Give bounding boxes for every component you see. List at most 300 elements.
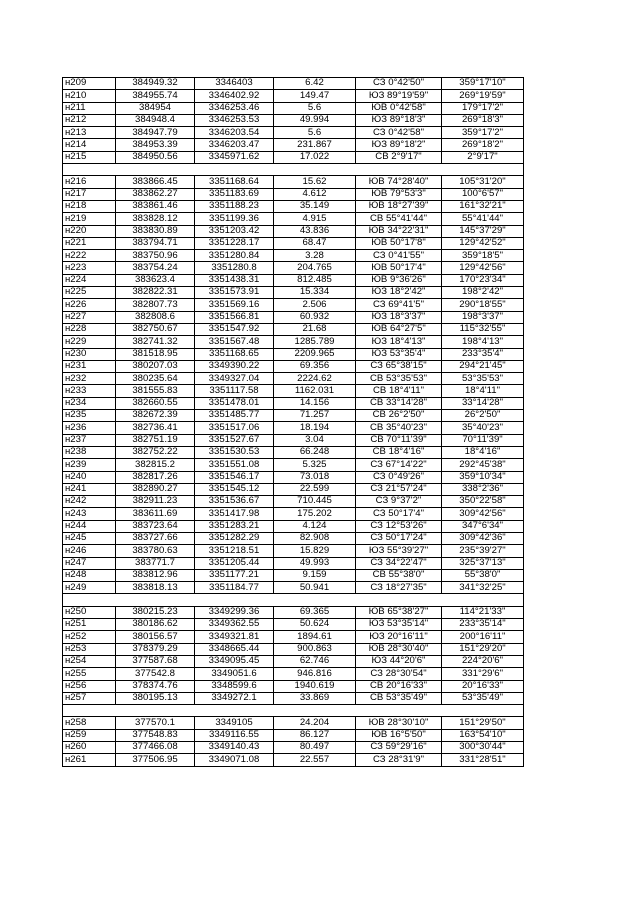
table-row	[63, 692, 524, 704]
x-coordinate-cell: 382808.6	[116, 311, 195, 323]
table-row	[63, 311, 524, 323]
distance-cell: 2209.965	[274, 348, 356, 360]
azimuth-cell: 198°3'37"	[442, 311, 524, 323]
azimuth-cell: 145°37'29"	[442, 225, 524, 237]
distance-cell: 69.356	[274, 360, 356, 372]
table-row	[63, 299, 524, 311]
distance-cell: 35.149	[274, 200, 356, 212]
bearing-cell: СВ 26°2'50"	[356, 410, 442, 422]
distance-cell: 3.04	[274, 434, 356, 446]
y-coordinate-cell: 3346402.92	[195, 90, 274, 102]
x-coordinate-cell: 382817.26	[116, 471, 195, 483]
azimuth-cell: 224°20'6"	[442, 655, 524, 667]
table-row	[63, 188, 524, 200]
bearing-cell: СЗ 50°17'24"	[356, 532, 442, 544]
x-coordinate-cell: 384955.74	[116, 90, 195, 102]
x-coordinate-cell: 382660.55	[116, 397, 195, 409]
azimuth-cell: 331°29'6"	[442, 668, 524, 680]
table-row	[63, 520, 524, 532]
y-coordinate-cell: 3351536.67	[195, 496, 274, 508]
azimuth-cell: 338°2'36"	[442, 483, 524, 495]
bearing-cell: СВ 35°40'23"	[356, 422, 442, 434]
azimuth-cell: 26°2'50"	[442, 410, 524, 422]
distance-cell: 50.624	[274, 619, 356, 631]
point-id-cell: н213	[63, 127, 116, 139]
azimuth-cell: 198°4'13"	[442, 336, 524, 348]
x-coordinate-cell: 380215.23	[116, 606, 195, 618]
table-row	[63, 250, 524, 262]
bearing-cell: СВ 18°4'16"	[356, 446, 442, 458]
azimuth-cell: 18°4'11"	[442, 385, 524, 397]
bearing-cell: ЮВ 0°42'58"	[356, 102, 442, 114]
table-row	[63, 655, 524, 667]
table-row	[63, 127, 524, 139]
distance-cell: 68.47	[274, 237, 356, 249]
bearing-cell: ЮВ 9°36'26"	[356, 274, 442, 286]
y-coordinate-cell: 3351527.67	[195, 434, 274, 446]
point-id-cell: н238	[63, 446, 116, 458]
distance-cell: 6.42	[274, 78, 356, 90]
table-row	[63, 176, 524, 188]
bearing-cell: ЮВ 18°27'39"	[356, 200, 442, 212]
table-row	[63, 373, 524, 385]
distance-cell: 18.194	[274, 422, 356, 434]
azimuth-cell: 115°32'55"	[442, 323, 524, 335]
table-row	[63, 225, 524, 237]
bearing-cell: СЗ 28°31'9"	[356, 754, 442, 766]
bearing-cell: ЮВ 74°28'40"	[356, 176, 442, 188]
azimuth-cell: 18°4'16"	[442, 446, 524, 458]
bearing-cell: ЮЗ 18°2'42"	[356, 287, 442, 299]
y-coordinate-cell: 3348599.6	[195, 680, 274, 692]
table-row	[63, 114, 524, 126]
bearing-cell: СЗ 69°41'5"	[356, 299, 442, 311]
x-coordinate-cell: 384954	[116, 102, 195, 114]
bearing-cell: ЮВ 50°17'8"	[356, 237, 442, 249]
distance-cell: 5.6	[274, 102, 356, 114]
azimuth-cell: 347°6'34"	[442, 520, 524, 532]
table-row	[63, 471, 524, 483]
azimuth-cell: 300°30'44"	[442, 742, 524, 754]
table-row	[63, 102, 524, 114]
point-id-cell: н216	[63, 176, 116, 188]
y-coordinate-cell: 3351282.29	[195, 532, 274, 544]
bearing-cell: ЮВ 16°5'50"	[356, 729, 442, 741]
group-separator-cell	[63, 594, 524, 606]
bearing-cell: ЮВ 28°30'40"	[356, 643, 442, 655]
azimuth-cell: 198°2'42"	[442, 287, 524, 299]
distance-cell: 204.765	[274, 262, 356, 274]
y-coordinate-cell: 3351177.21	[195, 569, 274, 581]
x-coordinate-cell: 380235.64	[116, 373, 195, 385]
bearing-cell: ЮВ 79°53'3"	[356, 188, 442, 200]
bearing-cell: СВ 20°16'33"	[356, 680, 442, 692]
x-coordinate-cell: 378379.29	[116, 643, 195, 655]
point-id-cell: н255	[63, 668, 116, 680]
y-coordinate-cell: 3351438.31	[195, 274, 274, 286]
y-coordinate-cell: 3351569.16	[195, 299, 274, 311]
y-coordinate-cell: 3351280.8	[195, 262, 274, 274]
point-id-cell: н256	[63, 680, 116, 692]
distance-cell: 900.863	[274, 643, 356, 655]
x-coordinate-cell: 383861.46	[116, 200, 195, 212]
y-coordinate-cell: 3351530.53	[195, 446, 274, 458]
distance-cell: 15.62	[274, 176, 356, 188]
bearing-cell: ЮЗ 53°35'14"	[356, 619, 442, 631]
azimuth-cell: 55°38'0"	[442, 569, 524, 581]
azimuth-cell: 55°41'44"	[442, 213, 524, 225]
table-row	[63, 742, 524, 754]
distance-cell: 812.485	[274, 274, 356, 286]
y-coordinate-cell: 3351417.98	[195, 508, 274, 520]
azimuth-cell: 350°22'58"	[442, 496, 524, 508]
y-coordinate-cell: 3346253.46	[195, 102, 274, 114]
bearing-cell: СВ 53°35'53"	[356, 373, 442, 385]
azimuth-cell: 331°28'51"	[442, 754, 524, 766]
y-coordinate-cell: 3351117.58	[195, 385, 274, 397]
point-id-cell: н257	[63, 692, 116, 704]
point-id-cell: н222	[63, 250, 116, 262]
point-id-cell: н212	[63, 114, 116, 126]
y-coordinate-cell: 3351551.08	[195, 459, 274, 471]
bearing-cell: СВ 55°41'44"	[356, 213, 442, 225]
point-id-cell: н241	[63, 483, 116, 495]
bearing-cell: ЮВ 65°38'27"	[356, 606, 442, 618]
x-coordinate-cell: 383750.96	[116, 250, 195, 262]
point-id-cell: н215	[63, 151, 116, 163]
azimuth-cell: 325°37'13"	[442, 557, 524, 569]
azimuth-cell: 170°23'34"	[442, 274, 524, 286]
azimuth-cell: 70°11'39"	[442, 434, 524, 446]
bearing-cell: СЗ 34°22'47"	[356, 557, 442, 569]
x-coordinate-cell: 378374.76	[116, 680, 195, 692]
y-coordinate-cell: 3351546.17	[195, 471, 274, 483]
bearing-cell: ЮЗ 20°16'11"	[356, 631, 442, 643]
azimuth-cell: 105°31'20"	[442, 176, 524, 188]
y-coordinate-cell: 3351567.48	[195, 336, 274, 348]
table-row	[63, 151, 524, 163]
y-coordinate-cell: 3351199.36	[195, 213, 274, 225]
distance-cell: 175.202	[274, 508, 356, 520]
x-coordinate-cell: 380156.57	[116, 631, 195, 643]
azimuth-cell: 290°18'55"	[442, 299, 524, 311]
point-id-cell: н210	[63, 90, 116, 102]
point-id-cell: н224	[63, 274, 116, 286]
bearing-cell: ЮЗ 89°18'2"	[356, 139, 442, 151]
y-coordinate-cell: 3351478.01	[195, 397, 274, 409]
distance-cell: 231.867	[274, 139, 356, 151]
x-coordinate-cell: 377548.83	[116, 729, 195, 741]
x-coordinate-cell: 383818.13	[116, 582, 195, 594]
distance-cell: 66.248	[274, 446, 356, 458]
x-coordinate-cell: 382736.41	[116, 422, 195, 434]
x-coordinate-cell: 382752.22	[116, 446, 195, 458]
point-id-cell: н261	[63, 754, 116, 766]
azimuth-cell: 233°35'14"	[442, 619, 524, 631]
coordinates-table-body	[63, 78, 524, 767]
x-coordinate-cell: 383611.69	[116, 508, 195, 520]
table-row	[63, 631, 524, 643]
group-separator-row	[63, 705, 524, 717]
bearing-cell: СЗ 21°57'24"	[356, 483, 442, 495]
point-id-cell: н218	[63, 200, 116, 212]
table-row	[63, 729, 524, 741]
y-coordinate-cell: 3349327.04	[195, 373, 274, 385]
x-coordinate-cell: 383754.24	[116, 262, 195, 274]
point-id-cell: н246	[63, 545, 116, 557]
y-coordinate-cell: 3346403	[195, 78, 274, 90]
distance-cell: 60.932	[274, 311, 356, 323]
group-separator-cell	[63, 164, 524, 176]
x-coordinate-cell: 382890.27	[116, 483, 195, 495]
azimuth-cell: 359°10'34"	[442, 471, 524, 483]
table-row	[63, 508, 524, 520]
distance-cell: 1285.789	[274, 336, 356, 348]
distance-cell: 946.816	[274, 668, 356, 680]
distance-cell: 62.746	[274, 655, 356, 667]
point-id-cell: н225	[63, 287, 116, 299]
bearing-cell: СВ 53°35'49"	[356, 692, 442, 704]
y-coordinate-cell: 3346203.54	[195, 127, 274, 139]
azimuth-cell: 129°42'56"	[442, 262, 524, 274]
x-coordinate-cell: 383723.64	[116, 520, 195, 532]
point-id-cell: н221	[63, 237, 116, 249]
table-row	[63, 545, 524, 557]
y-coordinate-cell: 3351545.12	[195, 483, 274, 495]
table-row	[63, 139, 524, 151]
bearing-cell: ЮВ 28°30'10"	[356, 717, 442, 729]
y-coordinate-cell: 3349105	[195, 717, 274, 729]
table-row	[63, 78, 524, 90]
y-coordinate-cell: 3351283.21	[195, 520, 274, 532]
point-id-cell: н251	[63, 619, 116, 631]
y-coordinate-cell: 3349116.55	[195, 729, 274, 741]
point-id-cell: н217	[63, 188, 116, 200]
x-coordinate-cell: 382822.31	[116, 287, 195, 299]
azimuth-cell: 2°9'17"	[442, 151, 524, 163]
bearing-cell: СЗ 18°27'35"	[356, 582, 442, 594]
table-row	[63, 287, 524, 299]
distance-cell: 9.159	[274, 569, 356, 581]
bearing-cell: СВ 2°9'17"	[356, 151, 442, 163]
bearing-cell: СЗ 9°37'2"	[356, 496, 442, 508]
table-row	[63, 213, 524, 225]
bearing-cell: ЮЗ 18°4'13"	[356, 336, 442, 348]
point-id-cell: н219	[63, 213, 116, 225]
y-coordinate-cell: 3351573.91	[195, 287, 274, 299]
y-coordinate-cell: 3351228.17	[195, 237, 274, 249]
x-coordinate-cell: 383623.4	[116, 274, 195, 286]
x-coordinate-cell: 377466.08	[116, 742, 195, 754]
azimuth-cell: 129°42'52"	[442, 237, 524, 249]
distance-cell: 22.557	[274, 754, 356, 766]
y-coordinate-cell: 3351183.69	[195, 188, 274, 200]
distance-cell: 43.836	[274, 225, 356, 237]
table-row	[63, 200, 524, 212]
point-id-cell: н209	[63, 78, 116, 90]
group-separator-cell	[63, 705, 524, 717]
point-id-cell: н237	[63, 434, 116, 446]
x-coordinate-cell: 382741.32	[116, 336, 195, 348]
x-coordinate-cell: 383812.96	[116, 569, 195, 581]
distance-cell: 14.156	[274, 397, 356, 409]
bearing-cell: СЗ 50°17'4"	[356, 508, 442, 520]
x-coordinate-cell: 382750.67	[116, 323, 195, 335]
distance-cell: 1162.031	[274, 385, 356, 397]
table-row	[63, 532, 524, 544]
azimuth-cell: 359°17'10"	[442, 78, 524, 90]
x-coordinate-cell: 382807.73	[116, 299, 195, 311]
distance-cell: 15.334	[274, 287, 356, 299]
distance-cell: 1940.619	[274, 680, 356, 692]
azimuth-cell: 151°29'50"	[442, 717, 524, 729]
bearing-cell: ЮЗ 53°35'4"	[356, 348, 442, 360]
bearing-cell: СВ 33°14'28"	[356, 397, 442, 409]
table-row	[63, 717, 524, 729]
x-coordinate-cell: 384953.39	[116, 139, 195, 151]
y-coordinate-cell: 3351184.77	[195, 582, 274, 594]
point-id-cell: н235	[63, 410, 116, 422]
x-coordinate-cell: 381518.95	[116, 348, 195, 360]
y-coordinate-cell: 3349272.1	[195, 692, 274, 704]
y-coordinate-cell: 3351485.77	[195, 410, 274, 422]
x-coordinate-cell: 383727.66	[116, 532, 195, 544]
point-id-cell: н230	[63, 348, 116, 360]
distance-cell: 15.829	[274, 545, 356, 557]
table-row	[63, 360, 524, 372]
azimuth-cell: 35°40'23"	[442, 422, 524, 434]
table-row	[63, 754, 524, 766]
point-id-cell: н240	[63, 471, 116, 483]
y-coordinate-cell: 3351566.81	[195, 311, 274, 323]
azimuth-cell: 294°21'45"	[442, 360, 524, 372]
distance-cell: 33.869	[274, 692, 356, 704]
y-coordinate-cell: 3349362.55	[195, 619, 274, 631]
azimuth-cell: 151°29'20"	[442, 643, 524, 655]
y-coordinate-cell: 3351280.84	[195, 250, 274, 262]
table-row	[63, 459, 524, 471]
azimuth-cell: 309°42'36"	[442, 532, 524, 544]
azimuth-cell: 53°35'53"	[442, 373, 524, 385]
table-row	[63, 582, 524, 594]
y-coordinate-cell: 3348665.44	[195, 643, 274, 655]
bearing-cell: ЮЗ 55°39'27"	[356, 545, 442, 557]
bearing-cell: ЮЗ 44°20'6"	[356, 655, 442, 667]
azimuth-cell: 269°18'2"	[442, 139, 524, 151]
point-id-cell: н239	[63, 459, 116, 471]
distance-cell: 1894.61	[274, 631, 356, 643]
table-row	[63, 90, 524, 102]
x-coordinate-cell: 384949.32	[116, 78, 195, 90]
point-id-cell: н211	[63, 102, 116, 114]
x-coordinate-cell: 383771.7	[116, 557, 195, 569]
table-row	[63, 668, 524, 680]
y-coordinate-cell: 3351205.44	[195, 557, 274, 569]
x-coordinate-cell: 381555.83	[116, 385, 195, 397]
distance-cell: 69.365	[274, 606, 356, 618]
bearing-cell: СВ 18°4'11"	[356, 385, 442, 397]
distance-cell: 2224.62	[274, 373, 356, 385]
azimuth-cell: 114°21'33"	[442, 606, 524, 618]
y-coordinate-cell: 3345971.62	[195, 151, 274, 163]
x-coordinate-cell: 377506.95	[116, 754, 195, 766]
azimuth-cell: 269°19'59"	[442, 90, 524, 102]
y-coordinate-cell: 3349390.22	[195, 360, 274, 372]
distance-cell: 21.68	[274, 323, 356, 335]
table-row	[63, 397, 524, 409]
point-id-cell: н228	[63, 323, 116, 335]
y-coordinate-cell: 3351168.65	[195, 348, 274, 360]
point-id-cell: н252	[63, 631, 116, 643]
point-id-cell: н227	[63, 311, 116, 323]
x-coordinate-cell: 377570.1	[116, 717, 195, 729]
azimuth-cell: 359°18'5"	[442, 250, 524, 262]
y-coordinate-cell: 3349299.36	[195, 606, 274, 618]
point-id-cell: н259	[63, 729, 116, 741]
point-id-cell: н229	[63, 336, 116, 348]
x-coordinate-cell: 384948.4	[116, 114, 195, 126]
point-id-cell: н232	[63, 373, 116, 385]
x-coordinate-cell: 377542.8	[116, 668, 195, 680]
x-coordinate-cell: 380195.13	[116, 692, 195, 704]
y-coordinate-cell: 3351218.51	[195, 545, 274, 557]
y-coordinate-cell: 3351168.64	[195, 176, 274, 188]
table-row	[63, 385, 524, 397]
point-id-cell: н247	[63, 557, 116, 569]
bearing-cell: СЗ 59°29'16"	[356, 742, 442, 754]
distance-cell: 4.915	[274, 213, 356, 225]
table-row	[63, 483, 524, 495]
azimuth-cell: 233°35'4"	[442, 348, 524, 360]
table-row	[63, 262, 524, 274]
table-row	[63, 643, 524, 655]
bearing-cell: ЮВ 34°22'31"	[356, 225, 442, 237]
distance-cell: 73.018	[274, 471, 356, 483]
bearing-cell: ЮЗ 89°18'3"	[356, 114, 442, 126]
point-id-cell: н254	[63, 655, 116, 667]
distance-cell: 3.28	[274, 250, 356, 262]
distance-cell: 49.993	[274, 557, 356, 569]
bearing-cell: СЗ 0°42'58"	[356, 127, 442, 139]
bearing-cell: СЗ 67°14'22"	[356, 459, 442, 471]
y-coordinate-cell: 3349140.43	[195, 742, 274, 754]
bearing-cell: СЗ 0°42'50"	[356, 78, 442, 90]
table-row	[63, 569, 524, 581]
x-coordinate-cell: 383828.12	[116, 213, 195, 225]
point-id-cell: н233	[63, 385, 116, 397]
y-coordinate-cell: 3351188.23	[195, 200, 274, 212]
distance-cell: 82.908	[274, 532, 356, 544]
table-row	[63, 336, 524, 348]
y-coordinate-cell: 3346253.53	[195, 114, 274, 126]
azimuth-cell: 33°14'28"	[442, 397, 524, 409]
azimuth-cell: 179°17'2"	[442, 102, 524, 114]
table-row	[63, 446, 524, 458]
point-id-cell: н226	[63, 299, 116, 311]
azimuth-cell: 20°16'33"	[442, 680, 524, 692]
azimuth-cell: 100°6'57"	[442, 188, 524, 200]
x-coordinate-cell: 382751.19	[116, 434, 195, 446]
table-row	[63, 680, 524, 692]
table-row	[63, 323, 524, 335]
bearing-cell: СВ 55°38'0"	[356, 569, 442, 581]
point-id-cell: н234	[63, 397, 116, 409]
x-coordinate-cell: 383866.45	[116, 176, 195, 188]
bearing-cell: ЮВ 50°17'4"	[356, 262, 442, 274]
distance-cell: 149.47	[274, 90, 356, 102]
y-coordinate-cell: 3349071.08	[195, 754, 274, 766]
bearing-cell: СЗ 28°30'54"	[356, 668, 442, 680]
